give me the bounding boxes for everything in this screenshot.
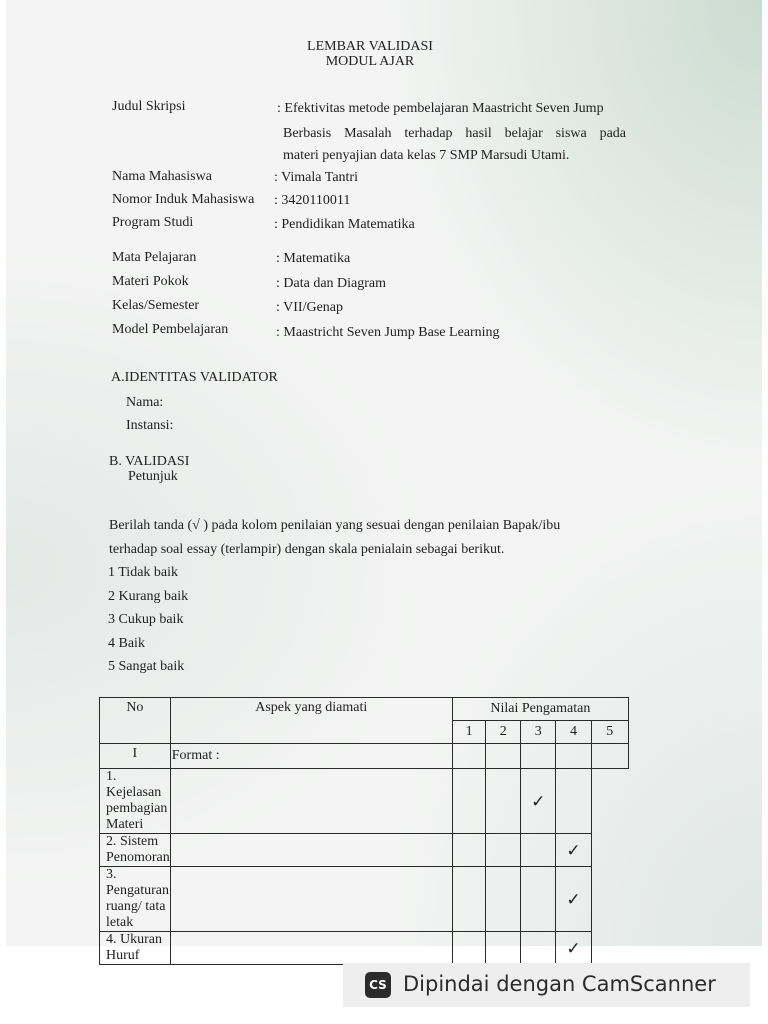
score-header-2: 2 [486,721,521,744]
judul-label: Judul Skripsi [112,99,186,114]
table-row [100,867,629,932]
score-cell [452,744,486,769]
score-cell [556,744,591,769]
aspect-label: 4. Ukuran Huruf [100,932,171,965]
aspect-label: 3. Pengaturan ruang/ tata letak [100,867,171,932]
judul-line2: Berbasis Masalah terhadap hasil belajar siswa pada [283,126,626,141]
table-row [100,932,629,965]
table-header-row [100,698,629,721]
petunjuk-label: Petunjuk [128,469,178,484]
score-cell [591,744,628,769]
group-label: Format : [170,744,452,769]
kelas-value: : VII/Genap [276,300,343,315]
doc-title-line1: LEMBAR VALIDASI [307,39,433,54]
table-row [100,834,629,867]
scale-item-3: 3 Cukup baik [108,612,184,627]
col-aspect-header: Aspek yang diamati [170,698,452,744]
mapel-label: Mata Pelajaran [112,250,197,265]
validation-table [99,697,629,965]
check-mark-icon: ✓ [556,867,591,932]
score-header-5: 5 [591,721,628,744]
col-no-header: No [100,698,171,744]
section-a-heading: A.IDENTITAS VALIDATOR [111,370,278,385]
score-header-3: 3 [521,721,556,744]
score-cell [452,834,486,867]
aspect-rows [100,769,629,965]
score-header-4: 4 [556,721,591,744]
nama-label: Nama Mahasiswa [112,169,212,184]
check-mark-icon: ✓ [556,932,591,965]
model-label: Model Pembelajaran [112,322,229,337]
score-cell [521,932,556,965]
section-b-heading: B. VALIDASI [109,454,190,469]
score-cell [556,769,591,834]
score-cell [521,834,556,867]
model-value: : Maastricht Seven Jump Base Learning [276,325,500,340]
score-cell [521,744,556,769]
aspect-label: 2. Sistem Penomoran [100,834,171,867]
judul-line1: : Efektivitas metode pembelajaran Maastricht Seven Jump [277,101,604,116]
materi-value: : Data dan Diagram [276,276,387,291]
aspect-label: 1. Kejelasan pembagian Materi [100,769,171,834]
prodi-label: Program Studi [112,215,194,230]
check-mark-icon: ✓ [521,769,556,834]
score-cell [486,744,521,769]
group-no: I [100,744,171,769]
col-nilai-header: Nilai Pengamatan [452,698,628,721]
score-cell [170,834,452,867]
score-cell [486,769,521,834]
score-cell [521,867,556,932]
score-cell [486,834,521,867]
score-cell [452,932,486,965]
score-cell [486,932,521,965]
table-group-row [100,744,629,769]
mapel-value: : Matematika [276,251,351,266]
materi-label: Materi Pokok [112,274,189,289]
score-cell [170,867,452,932]
score-cell [486,867,521,932]
instruction-line2: terhadap soal essay (terlampir) dengan skala penialain sebagai berikut. [109,542,505,557]
scale-item-2: 2 Kurang baik [108,589,189,604]
scale-item-5: 5 Sangat baik [108,659,185,674]
prodi-value: : Pendidikan Matematika [274,217,415,232]
nim-label: Nomor Induk Mahasiswa [112,192,255,207]
camscanner-logo-icon: CS [365,972,391,998]
camscanner-text: Dipindai dengan CamScanner [403,972,716,996]
validator-instansi-field: Instansi: [126,418,174,433]
scale-item-4: 4 Baik [108,636,145,651]
instruction-line1: Berilah tanda (√ ) pada kolom penilaian yang sesuai dengan penilaian Bapak/ibu [109,518,561,533]
score-cell [452,769,486,834]
check-mark-icon: ✓ [556,834,591,867]
scale-item-1: 1 Tidak baik [108,565,179,580]
judul-line3: materi penyajian data kelas 7 SMP Marsudi Utami. [283,148,570,163]
nim-value: : 3420110011 [274,193,351,208]
doc-title-line2: MODUL AJAR [325,54,415,69]
score-cell [170,932,452,965]
nama-value: : Vimala Tantri [274,170,358,185]
table-row [100,769,629,834]
kelas-label: Kelas/Semester [112,298,200,313]
camscanner-watermark [343,963,750,1007]
validator-name-field: Nama: [126,395,164,410]
score-header-1: 1 [452,721,486,744]
score-cell [170,769,452,834]
score-cell [452,867,486,932]
